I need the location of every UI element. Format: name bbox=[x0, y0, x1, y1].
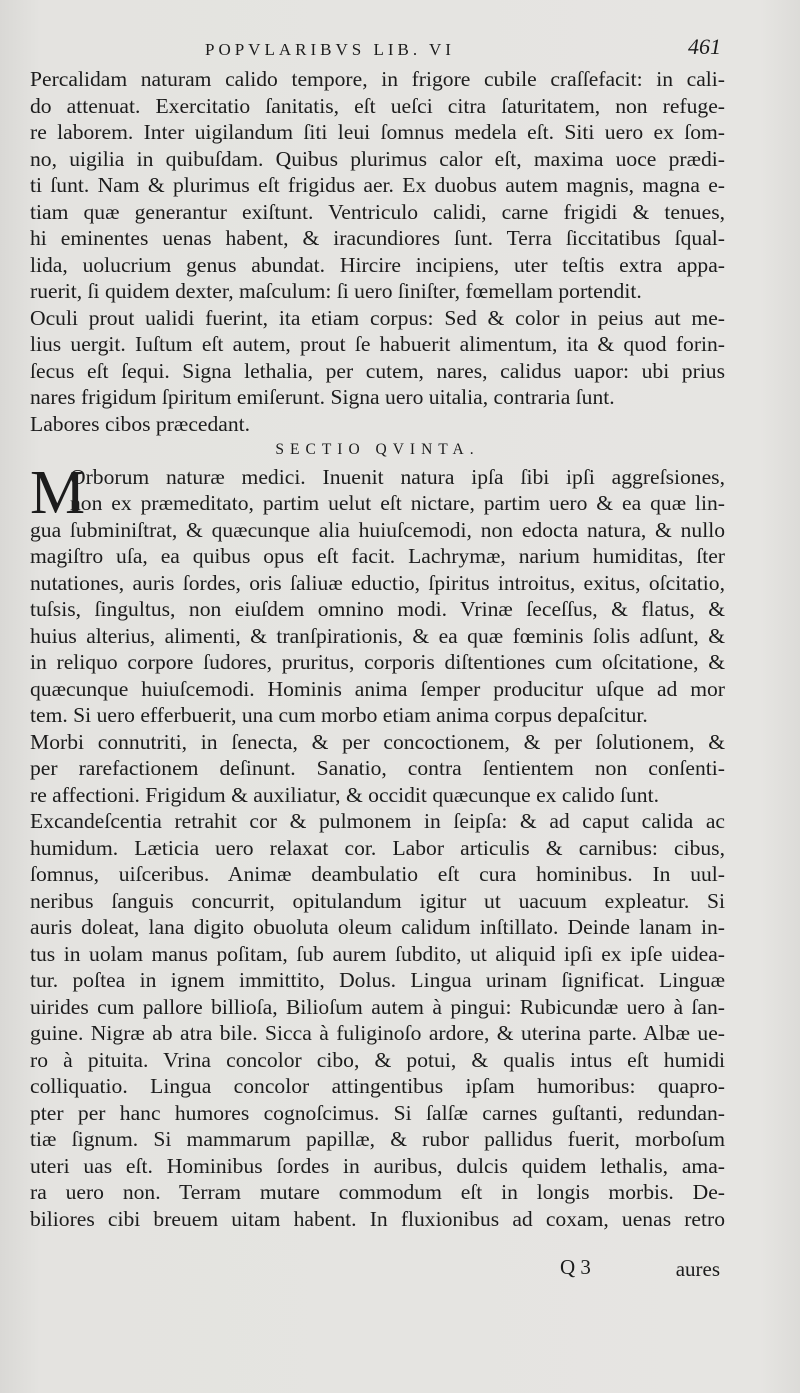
text-line: quæcunque huiuſcemodi. Hominis anima ſemper producitur uſque ad mor bbox=[30, 676, 725, 701]
text-line: ro à pituita. Vrina concolor cibo, & potui, & qualis intus eſt humidi bbox=[30, 1047, 725, 1072]
text-line: tuſsis, ſingultus, non eiuſdem omnino modi. Vrinæ ſeceſſus, & flatus, & bbox=[30, 597, 725, 621]
text-line: nares frigidum ſpiritum emiſerunt. Signa uero uitalia, contraria ſunt. bbox=[30, 385, 615, 409]
text-line: uirides cum pallore billioſa, Bilioſum autem à pingui: Rubicundæ uero à ſan- bbox=[30, 994, 725, 1019]
text-line: Oculi prout ualidi fuerint, ita etiam corpus: Sed & color in peius aut me- bbox=[30, 305, 725, 330]
text-line: tiam quæ generantur exiſtunt. Ventriculo calidi, carne frigidi & tenues, bbox=[30, 199, 725, 224]
text-line: nutationes, auris ſordes, oris ſaliuæ eductio, ſpiritus introitus, exitus, oſcitatio, bbox=[30, 570, 725, 595]
page-footer bbox=[560, 1255, 720, 1285]
text-line: pter per hanc humores cognoſcimus. Si ſalſæ carnes guſtanti, redundan- bbox=[30, 1100, 725, 1125]
text-line: hi eminentes uenas habent, & iracundiores ſunt. Terra ſiccitatibus ſqual- bbox=[30, 226, 725, 250]
text-line: lius uergit. Iuſtum eſt autem, prout ſe habuerit alimentum, ita & quod forin- bbox=[30, 332, 725, 356]
running-title: POPVLARIBVS LIB. VI bbox=[205, 40, 455, 59]
text-line: guine. Nigræ ab atra bile. Sicca à fuliginoſo ardore, & uterina parte. Albæ ue- bbox=[30, 1021, 725, 1045]
text-line: ra uero non. Terram mutare commodum eſt in longis morbis. De- bbox=[30, 1180, 725, 1204]
text-line: no, uigilia in quibuſdam. Quibus plurimus calor eſt, maxima uoce prædi- bbox=[30, 146, 725, 171]
text-line: in reliquo corpore ſudores, pruritus, corporis diſtentiones cum oſcitatione, & bbox=[30, 650, 725, 674]
text-line: humidum. Læticia uero relaxat cor. Labor articulis & carnibus: cibus, bbox=[30, 835, 725, 860]
section-heading: SECTIO QVINTA. bbox=[275, 441, 480, 458]
text-line: biliores cibi breuem uitam habent. In fluxionibus ad coxam, uenas retro bbox=[30, 1206, 725, 1231]
text-line: do attenuat. Exercitatio ſanitatis, eſt ueſci citra ſaturitatem, non refuge- bbox=[30, 93, 725, 118]
text-line: uteri uas eſt. Hominibus ſordes in auribus, dulcis quidem lethalis, ama- bbox=[30, 1153, 725, 1178]
page-number: 461 bbox=[688, 34, 721, 59]
text-block bbox=[30, 66, 725, 1232]
text-line: Percalidam naturam calido tempore, in frigore cubile craſſefacit: in cali- bbox=[30, 67, 725, 91]
running-head bbox=[0, 36, 800, 66]
text-line: huius alterius, alimenti, & tranſpirationis, & ea quæ fœminis ſolis adſunt, & bbox=[30, 623, 725, 648]
text-line: Morbi connutriti, in ſenecta, & per concoctionem, & per ſolutionem, & bbox=[30, 729, 725, 754]
text-line: gua ſubminiſtrat, & quæcunque alia huiuſcemodi, non edocta natura, & nullo bbox=[30, 517, 725, 542]
text-line: per rarefactionem deſinunt. Sanatio, contra ſentientem non conſenti- bbox=[30, 756, 725, 780]
catchword: aures bbox=[675, 1257, 720, 1281]
signature-mark: Q 3 bbox=[560, 1255, 591, 1279]
text-line: auris doleat, lana digito obuoluta oleum calidum inſtillato. Deinde lanam in- bbox=[30, 915, 725, 939]
text-line: ti ſunt. Nam & plurimus eſt frigidus aer. Ex duobus autem magnis, magna e- bbox=[30, 173, 725, 197]
text-line: ſomnus, uiſceribus. Animæ deambulatio eſt cura hominibus. In uul- bbox=[30, 862, 725, 886]
text-line: colliquatio. Lingua concolor attingentibus ipſam humoribus: quapro- bbox=[30, 1074, 725, 1098]
text-line: Excandeſcentia retrahit cor & pulmonem in ſeipſa: & ad caput calida ac bbox=[30, 809, 725, 833]
text-line: lida, uolucrium genus abundat. Hircire incipiens, uter teſtis extra appa- bbox=[30, 252, 725, 277]
text-line: magiſtro uſa, ea quibus opus eſt facit. Lachrymæ, narium humiditas, ſter bbox=[30, 544, 725, 568]
text-line: tiæ ſignum. Si mammarum papillæ, & rubor pallidus fuerit, morboſum bbox=[30, 1127, 725, 1151]
text-line: ſecus eſt ſequi. Signa lethalia, per cutem, nares, calidus uapor: ubi prius bbox=[30, 358, 725, 383]
text-line: non ex præmeditato, partim uelut eſt nictare, partim uero & ea quæ lin- bbox=[70, 491, 725, 515]
text-line: Labores cibos præcedant. bbox=[30, 411, 251, 436]
text-line: re laborem. Inter uigilandum ſiti leui ſomnus medela eſt. Siti uero ex ſom- bbox=[30, 120, 725, 144]
drop-cap-paragraph bbox=[30, 458, 725, 527]
text-line: tus in uolam manus poſitam, ſub aurem ſubdito, ut aliquid ipſi ex ipſe uidea- bbox=[30, 941, 725, 966]
text-line: Orborum naturæ medici. Inuenit natura ipſa ſibi ipſi aggreſsiones, bbox=[70, 464, 725, 489]
text-line: ruerit, ſi quidem dexter, maſculum: ſi uero ſiniſter, fœmellam portendit. bbox=[30, 279, 642, 303]
text-line: tem. Si uero efferbuerit, una cum morbo etiam anima corpus depaſcitur. bbox=[30, 703, 648, 727]
text-line: re affectioni. Frigidum & auxiliatur, & occidit quæcunque ex calido ſunt. bbox=[30, 782, 660, 807]
drop-cap: M bbox=[30, 458, 86, 527]
text-line: neribus ſanguis concurrit, opitulandum igitur ut uacuum expleatur. Si bbox=[30, 888, 725, 913]
text-line: tur. poſtea in ignem immittito, Dolus. Lingua urinam ſignificat. Linguæ bbox=[30, 968, 725, 992]
